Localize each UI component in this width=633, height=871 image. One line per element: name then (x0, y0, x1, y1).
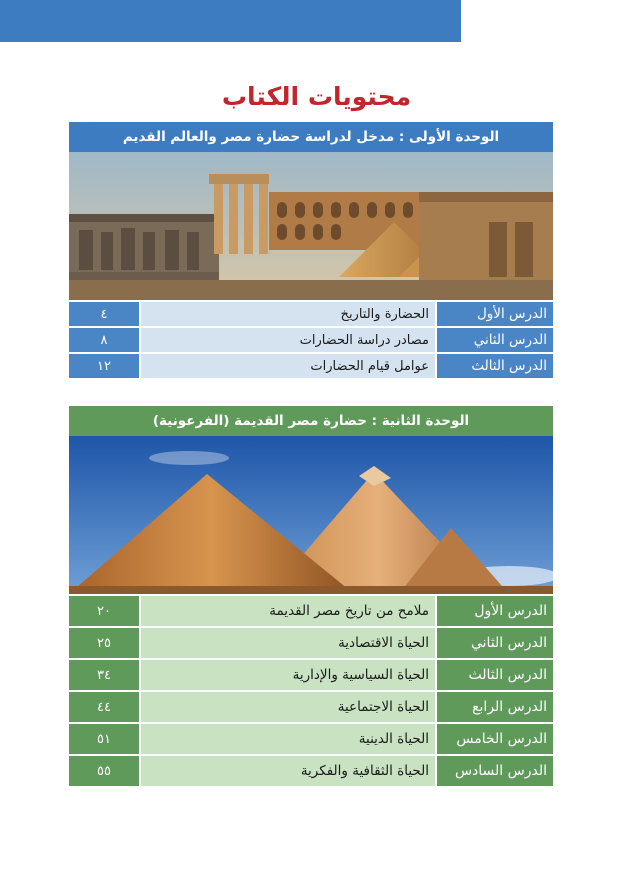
table-row (69, 659, 553, 691)
lesson-label: الدرس الأول (436, 302, 553, 327)
lesson-page-number: ٥٥ (69, 755, 140, 786)
table-row (69, 691, 553, 723)
lesson-page-number: ٢٥ (69, 627, 140, 659)
lesson-label: الدرس الثالث (436, 659, 553, 691)
table-row (69, 327, 553, 353)
lesson-topic: مصادر دراسة الحضارات (140, 327, 436, 353)
table-row (69, 755, 553, 786)
unit2-pyramids-photo (69, 436, 553, 594)
lesson-topic: الحياة الاجتماعية (140, 691, 436, 723)
lesson-label: الدرس الأول (436, 595, 553, 627)
lesson-label: الدرس السادس (436, 755, 553, 786)
unit1-ancient-ruins-photo (69, 152, 553, 300)
unit2-header: الوحدة الثانية : حضارة مصر القديمة (الفرعونية) (69, 406, 553, 436)
lesson-label: الدرس الرابع (436, 691, 553, 723)
lesson-topic: الحياة السياسية والإدارية (140, 659, 436, 691)
lesson-page-number: ٨ (69, 327, 140, 353)
lesson-page-number: ٤٤ (69, 691, 140, 723)
lesson-page-number: ٥١ (69, 723, 140, 755)
lesson-topic: عوامل قيام الحضارات (140, 353, 436, 378)
lesson-label: الدرس الخامس (436, 723, 553, 755)
page-title: محتويات الكتاب (221, 82, 412, 111)
lesson-label: الدرس الثاني (436, 327, 553, 353)
unit1-header: الوحدة الأولى : مدخل لدراسة حضارة مصر والعالم القديم (69, 122, 553, 152)
lesson-topic: الحياة الثقافية والفكرية (140, 755, 436, 786)
lesson-page-number: ٢٠ (69, 595, 140, 627)
table-row (69, 595, 553, 627)
lesson-topic: ملامح من تاريخ مصر القديمة (140, 595, 436, 627)
table-row (69, 353, 553, 378)
lesson-topic: الحضارة والتاريخ (140, 302, 436, 327)
lesson-label: الدرس الثاني (436, 627, 553, 659)
unit1-lessons-table (69, 302, 553, 378)
top-color-bar (0, 0, 461, 42)
lesson-topic: الحياة الاقتصادية (140, 627, 436, 659)
lesson-label: الدرس الثالث (436, 353, 553, 378)
table-row (69, 723, 553, 755)
lesson-topic: الحياة الدينية (140, 723, 436, 755)
unit2-lessons-table (69, 594, 553, 786)
lesson-page-number: ٤ (69, 302, 140, 327)
lesson-page-number: ١٢ (69, 353, 140, 378)
table-row (69, 302, 553, 327)
lesson-page-number: ٣٤ (69, 659, 140, 691)
table-row (69, 627, 553, 659)
